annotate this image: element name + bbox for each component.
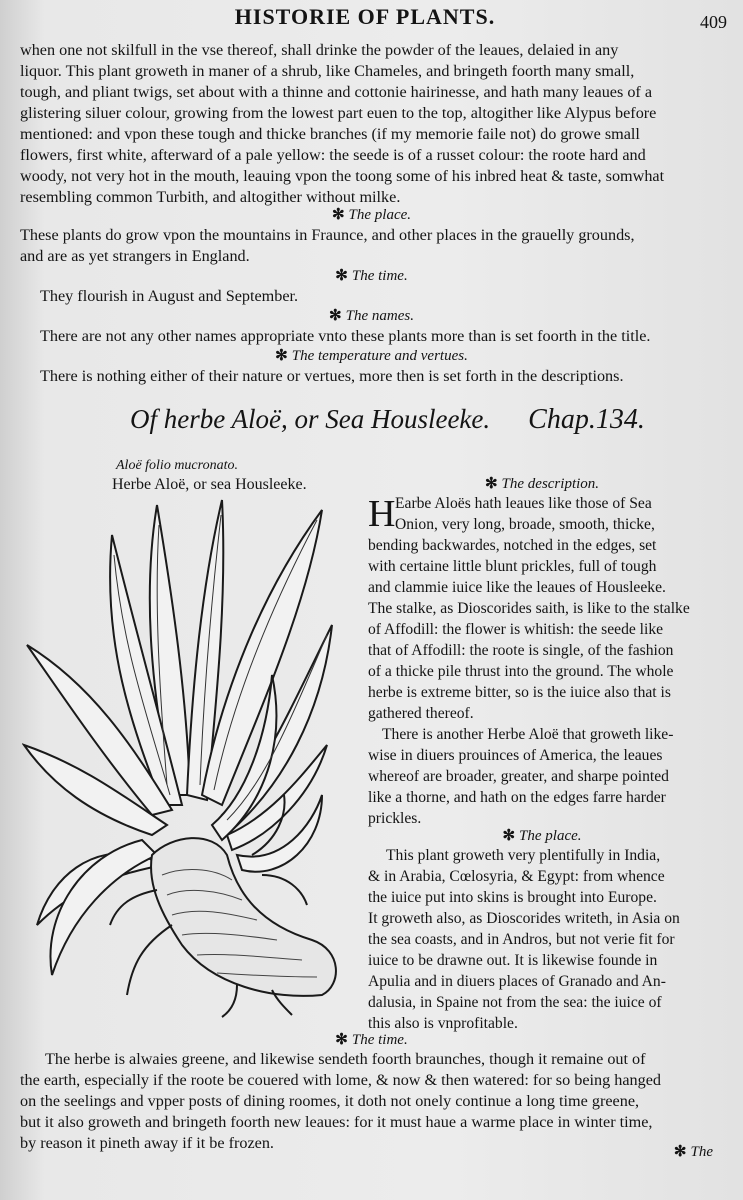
text-line: on the seelings and vpper posts of dining roomes, it doth not onely continue a long time greene,	[20, 1092, 640, 1110]
text-line: prickles.	[368, 810, 422, 827]
text-line: tough, and pliant twigs, set about with a thinne and cottonie hairinesse, and hath many leaues of a	[20, 83, 653, 101]
figure-caption-latin: Aloë folio mucronato.	[116, 458, 238, 473]
running-title: HISTORIE OF PLANTS.	[234, 4, 496, 29]
section-heading-time: ✻ The time.	[335, 268, 408, 284]
text-line: that of Affodill: the roote is single, of the fashion	[368, 642, 674, 659]
text-line: The stalke, as Dioscorides saith, is like to the stalke	[368, 600, 690, 617]
text-line: This plant groweth very plentifully in India,	[386, 847, 661, 864]
page-number: 409	[700, 12, 727, 32]
text-line: glistering siluer colour, growing from the lowest part euen to the top, altogither like Alypus before	[20, 104, 657, 122]
text-line: Earbe Aloës hath leaues like those of Sea	[395, 495, 652, 512]
text-line: woody, not very hot in the mouth, leauing vpon the toong some of his inbred heat & taste, somwhat	[20, 167, 665, 185]
section-heading-place-aloe: ✻ The place.	[502, 828, 582, 844]
chapter-title: Of herbe Aloë, or Sea Housleeke. Chap.134.	[130, 404, 645, 435]
text-line: the sea coasts, and in Andros, but not verie fit for	[368, 931, 675, 948]
text-line: gathered thereof.	[368, 705, 474, 722]
text-line: of Affodill: the flower is whitish: the seede like	[368, 621, 664, 638]
text-line: like a thorne, and hath on the edges farre harder	[368, 789, 666, 806]
text-line: It groweth also, as Dioscorides writeth, in Asia on	[368, 910, 680, 927]
text-line: & in Arabia, Cœlosyria, & Egypt: from whence	[368, 868, 665, 885]
text-line: bending backwardes, notched in the edges, set	[368, 537, 657, 554]
asterisk-icon: ✻	[335, 1032, 348, 1048]
text-line: and clammie iuice like the leaues of Housleeke.	[368, 579, 666, 596]
text-line: when one not skilfull in the vse thereof, shall drinke the powder of the leaues, delaied in any	[20, 41, 619, 59]
text-line: dalusia, in Spaine not from the sea: the iuice of	[368, 994, 662, 1011]
asterisk-icon: ✻	[275, 348, 288, 364]
asterisk-icon: ✻	[335, 268, 348, 284]
text-line: There is nothing either of their nature or vertues, more then is set forth in the descriptions.	[40, 367, 624, 385]
drop-cap: H	[368, 493, 396, 535]
text-line: iuice to be drawne out. It is likewise founde in	[368, 952, 658, 969]
text-line: of a thicke pile thrust into the ground. The whole	[368, 663, 674, 680]
text-line: There is another Herbe Aloë that groweth like-	[382, 726, 674, 743]
text-line: this also is vnprofitable.	[368, 1015, 518, 1032]
text-line: with certaine little blunt prickles, full of tough	[368, 558, 657, 575]
text-line: by reason it pineth away if it be frozen.	[20, 1134, 274, 1152]
figure-caption: Herbe Aloë, or sea Housleeke.	[112, 476, 307, 493]
asterisk-icon: ✻	[329, 308, 342, 324]
asterisk-icon: ✻	[502, 828, 516, 844]
text-line: They flourish in August and September.	[40, 287, 299, 305]
aloe-woodcut-illustration	[22, 495, 342, 1020]
section-heading-names: ✻ The names.	[329, 308, 414, 324]
text-line: Onion, very long, broade, smooth, thicke,	[395, 516, 655, 533]
asterisk-icon: ✻	[673, 1144, 687, 1160]
text-line: The herbe is alwaies greene, and likewise sendeth foorth braunches, though it remaine out of	[45, 1050, 646, 1068]
text-line: liquor. This plant groweth in maner of a shrub, like Chameles, and bringeth foorth many small,	[20, 62, 635, 80]
asterisk-icon: ✻	[484, 476, 498, 492]
text-line: mentioned: and vpon these tough and thicke branches (if my memorie faile not) do growe small	[20, 125, 640, 143]
text-line: the earth, especially if the roote be couered with lome, & now & then watered: for so being hanged	[20, 1071, 661, 1089]
text-line: resembling common Turbith, and altogither without milke.	[20, 188, 401, 206]
text-line: but it also groweth and bringeth foorth new leaues: for it must haue a warme place in winter time,	[20, 1113, 653, 1131]
text-line: the iuice put into skins is brought into Europe.	[368, 889, 657, 906]
catchword: ✻ The	[673, 1144, 713, 1160]
asterisk-icon: ✻	[331, 207, 345, 223]
text-line: whereof are broader, greater, and sharpe pointed	[368, 768, 669, 785]
text-line: and are as yet strangers in England.	[20, 247, 250, 265]
section-heading-place: ✻ The place.	[331, 207, 412, 223]
section-heading-description: ✻ The description.	[484, 476, 600, 492]
text-line: Apulia and in diuers places of Granado and An-	[368, 973, 666, 990]
text-line: These plants do grow vpon the mountains in Fraunce, and other places in the grauelly grounds,	[20, 226, 635, 244]
section-heading-time-aloe: ✻ The time.	[335, 1032, 408, 1048]
text-line: flowers, first white, afterward of a pale yellow: the seede is of a russet colour: the roote hard and	[20, 146, 646, 164]
chapter-number: Chap.134.	[528, 404, 645, 435]
text-line: herbe is extreme bitter, so is the iuice also that is	[368, 684, 671, 701]
text-line: There are not any other names appropriate vnto these plants more than is set foorth in the title.	[40, 327, 651, 345]
section-heading-temperature: ✻ The temperature and vertues.	[275, 348, 468, 364]
text-line: wise in diuers prouinces of America, the leaues	[368, 747, 663, 764]
